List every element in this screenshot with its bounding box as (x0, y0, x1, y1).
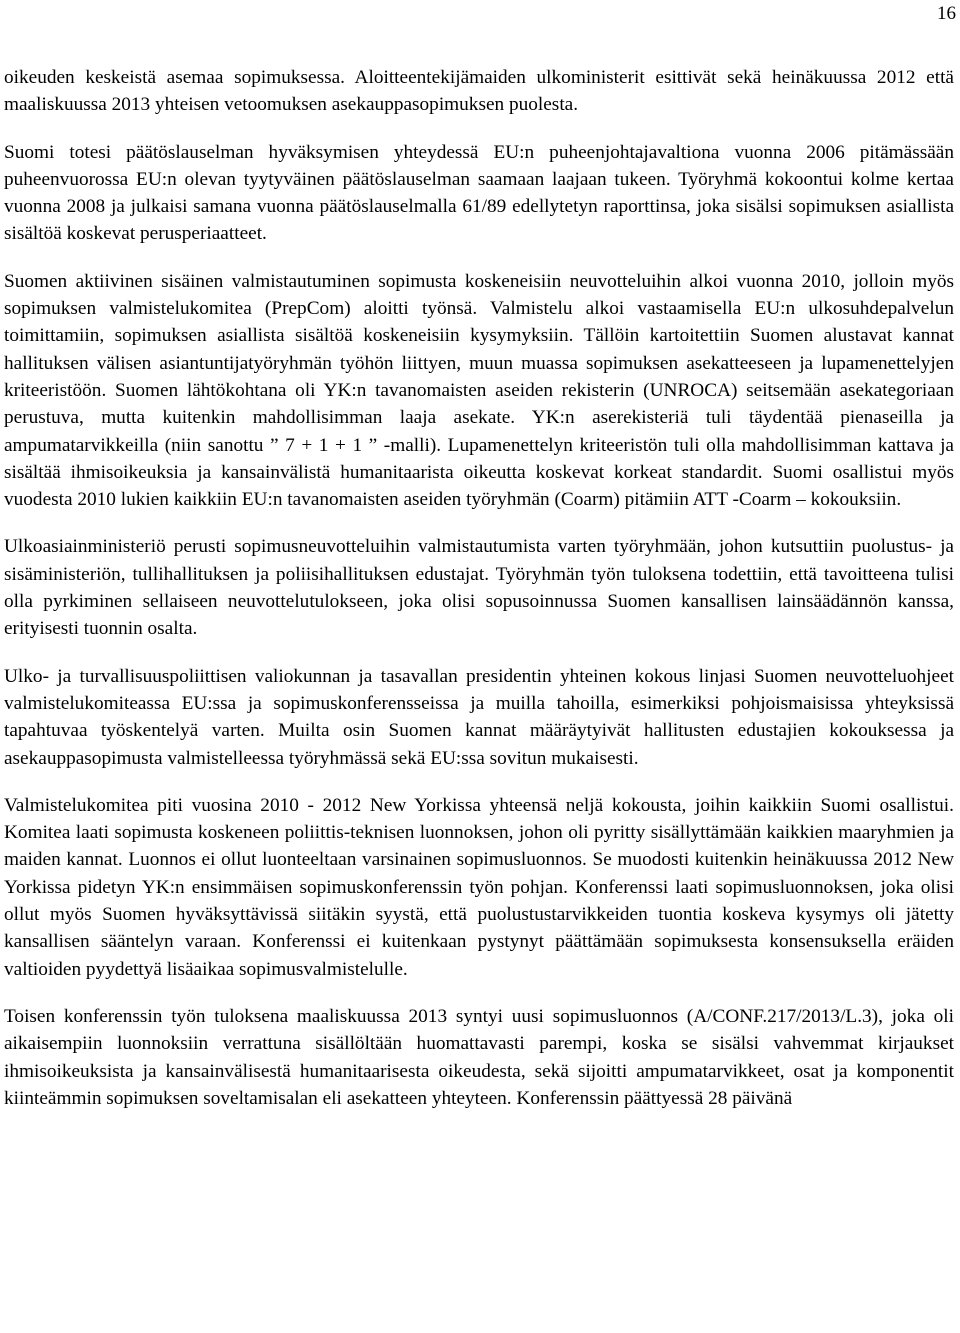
paragraph-7: Toisen konferenssin työn tuloksena maaliskuussa 2013 syntyi uusi sopimusluonnos (A/CONF.217/2013/L.3), joka oli aikaisempiin luonnoksiin verrattuna sisällöltään huomattavasti parempi, koska se sisälsi vahvemmat kirjaukset ihmisoikeuksista ja kansainvälisestä humanitaarisesta oikeudesta, sekä sijoitti ampumatarvikkeet, osat ja komponentit kiinteämmin sopimuksen soveltamisalan eli asekatteen yhteyteen. Konferenssin päättyessä 28 päivänä (4, 1005, 954, 1109)
page-number: 16 (937, 3, 956, 24)
paragraph-3: Suomen aktiivinen sisäinen valmistautuminen sopimusta koskeneisiin neuvotteluihin alkoi vuonna 2010, jolloin myös sopimuksen valmistelukomitea (PrepCom) aloitti työnsä. Valmistelu alkoi vastaamisella EU:n ulkosuhdepalvelun toimittamiin, sopimuksen asiallista sisältöä koskeneisiin kysymyksiin. Tällöin kartoitettiin Suomen alustavat kannat hallituksen välisen asiantuntijatyöryhmän työhön liittyen, muun muassa sopimuksen asekatteeseen ja lupamenettelyjen kriteeristöön. Suomen lähtökohtana oli YK:n tavanomaisten aseiden rekisterin (UNROCA) seitsemään asekategoriaan perustuva, mutta kuitenkin mahdollisimman laaja asekate. YK:n aserekisteriä tuli täydentää pienaseilla ja ampumatarvikkeilla (niin sanottu ” 7 + 1 + 1 ” -malli). Lupamenettelyn kriteeristön tuli olla mahdollisimman kattava ja sisältää ihmisoikeuksia ja kansainvälistä humanitaarista oikeutta koskevat korkeat standardit. Suomi osallistui myös vuodesta 2010 lukien kaikkiin EU:n tavanomaisten aseiden työryhmän (Coarm) pitämiin ATT -Coarm – kokouksiin. (4, 270, 954, 511)
paragraph-4: Ulkoasiainministeriö perusti sopimusneuvotteluihin valmistautumista varten työryhmään, johon kutsuttiin puolustus- ja sisäministeriön, tullihallituksen ja poliisihallituksen edustajat. Työryhmän työn tuloksena todettiin, että tavoitteena tulisi olla pyrkiminen sellaiseen neuvottelutulokseen, joka olisi sopusoinnussa Suomen kansallisen lainsäädännön kanssa, erityisesti tuonnin osalta. (4, 536, 954, 640)
document-body (4, 64, 954, 1112)
paragraph-6: Valmistelukomitea piti vuosina 2010 - 2012 New Yorkissa yhteensä neljä kokousta, joihin kaikkiin Suomi osallistui. Komitea laati sopimusta koskeneen poliittis-teknisen luonnoksen, johon oli pyritty sisällyttämään kaikkien maaryhmien ja maiden kannat. Luonnos ei ollut luonteeltaan varsinainen sopimusluonnos. Se muodosti kuitenkin heinäkuussa 2012 New Yorkissa pidetyn YK:n ensimmäisen sopimuskonferenssin työn pohjan. Konferenssi laati sopimusluonnoksen, joka olisi ollut myös Suomen hyväksyttävissä siitäkin syystä, että puolustustarvikkeiden tuontia koskeva kysymys oli jätetty kansallisen sääntelyn varaan. Konferenssi ei kuitenkaan pystynyt päättämään sopimuksesta konsensuksella eräiden valtioiden pyydettyä lisäaikaa sopimusvalmistelulle. (4, 794, 954, 980)
paragraph-2: Suomi totesi päätöslauselman hyväksymisen yhteydessä EU:n puheenjohtajavaltiona vuonna 2006 pitämässään puheenvuorossa EU:n olevan tyytyväinen päätöslauselman saamaan laajaan tukeen. Työryhmä kokoontui kolme kertaa vuonna 2008 ja julkaisi samana vuonna päätöslauselmalla 61/89 edellytetyn raporttinsa, joka sisälsi sopimuksen asiallista sisältöä koskevat perusperiaatteet. (4, 141, 954, 245)
paragraph-5: Ulko- ja turvallisuuspoliittisen valiokunnan ja tasavallan presidentin yhteinen kokous linjasi Suomen neuvotteluohjeet valmistelukomiteassa EU:ssa ja sopimuskonferensseissa ja muilla tahoilla, esimerkiksi pohjoismaisissa yhteyksissä tapahtuvaa työskentelyä varten. Muilta osin Suomen kannat määräytyivät hallitusten edustajien kokouksessa ja asekauppasopimusta valmistelleessa työryhmässä sekä EU:ssa sovitun mukaisesti. (4, 665, 954, 769)
paragraph-1: oikeuden keskeistä asemaa sopimuksessa. Aloitteentekijämaiden ulkoministerit esittivät sekä heinäkuussa 2012 että maaliskuussa 2013 yhteisen vetoomuksen asekauppasopimuksen puolesta. (4, 67, 954, 116)
